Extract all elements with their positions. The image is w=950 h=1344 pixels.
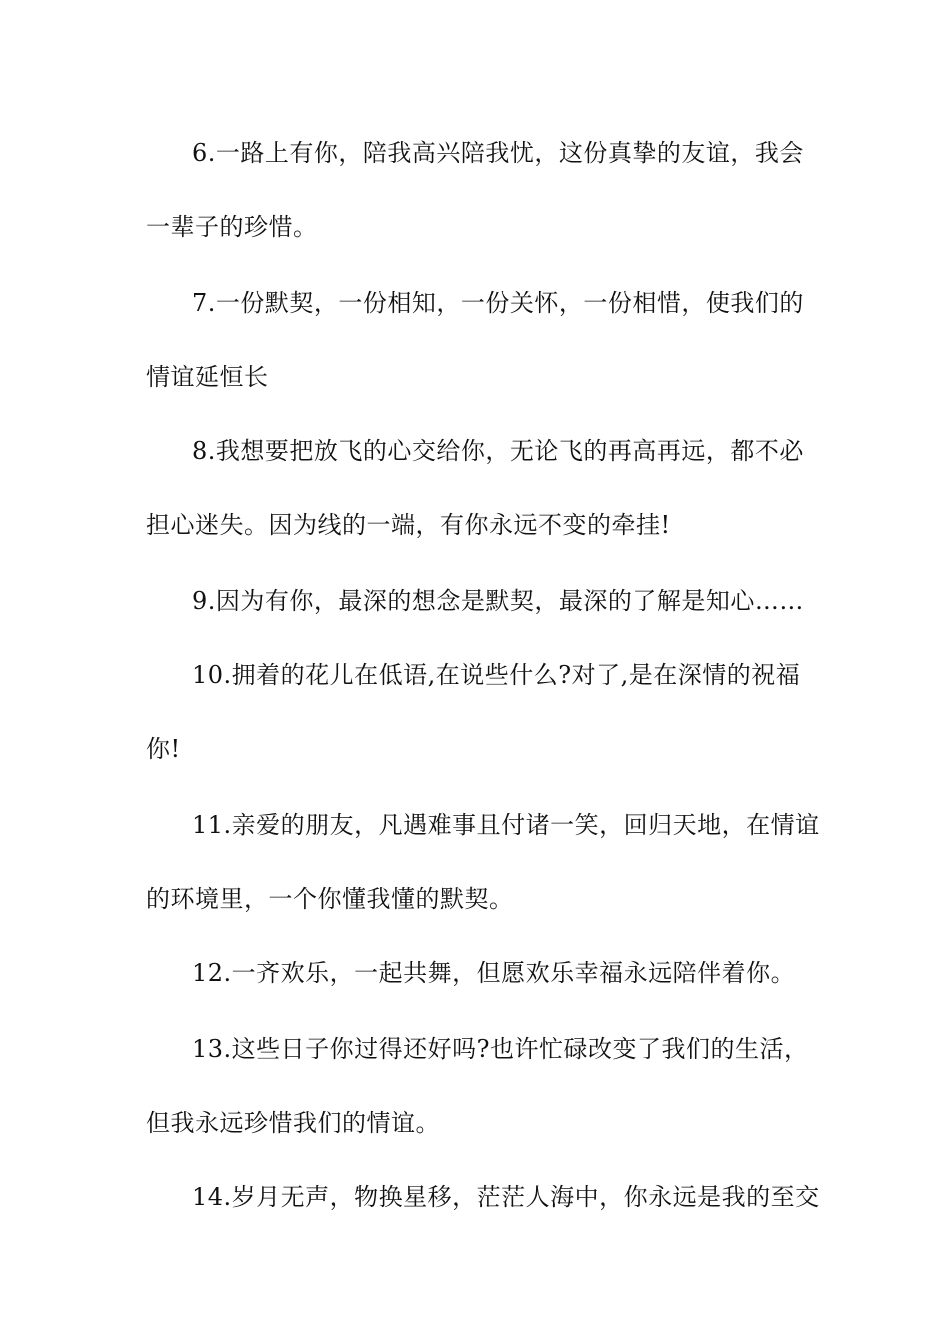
paragraph-10-line-2: 你! [146, 735, 181, 763]
paragraph-8-line-2: 担心迷失。因为线的一端，有你永远不变的牵挂! [146, 511, 671, 539]
paragraph-6-line-2: 一辈子的珍惜。 [146, 213, 318, 241]
paragraph-7-line-2: 情谊延恒长 [146, 363, 269, 391]
paragraph-8-line-1: 8.我想要把放飞的心交给你，无论飞的再高再远，都不必 [192, 437, 804, 465]
paragraph-13-line-2: 但我永远珍惜我们的情谊。 [146, 1109, 440, 1137]
paragraph-12-line-1: 12.一齐欢乐，一起共舞，但愿欢乐幸福永远陪伴着你。 [192, 959, 796, 987]
paragraph-11-line-2: 的环境里，一个你懂我懂的默契。 [146, 885, 514, 913]
paragraph-7-line-1: 7.一份默契，一份相知，一份关怀，一份相惜，使我们的 [192, 289, 804, 317]
paragraph-10-line-1: 10.拥着的花儿在低语,在说些什么?对了,是在深情的祝福 [192, 661, 801, 689]
paragraph-9-line-1: 9.因为有你，最深的想念是默契，最深的了解是知心…… [192, 587, 804, 615]
paragraph-14-line-1: 14.岁月无声，物换星移，茫茫人海中，你永远是我的至交 [192, 1183, 820, 1211]
paragraph-11-line-1: 11.亲爱的朋友，凡遇难事且付诸一笑，回归天地，在情谊 [192, 811, 820, 839]
paragraph-13-line-1: 13.这些日子你过得还好吗?也许忙碌改变了我们的生活， [192, 1035, 809, 1063]
paragraph-6-line-1: 6.一路上有你，陪我高兴陪我忧，这份真挚的友谊，我会 [192, 139, 804, 167]
